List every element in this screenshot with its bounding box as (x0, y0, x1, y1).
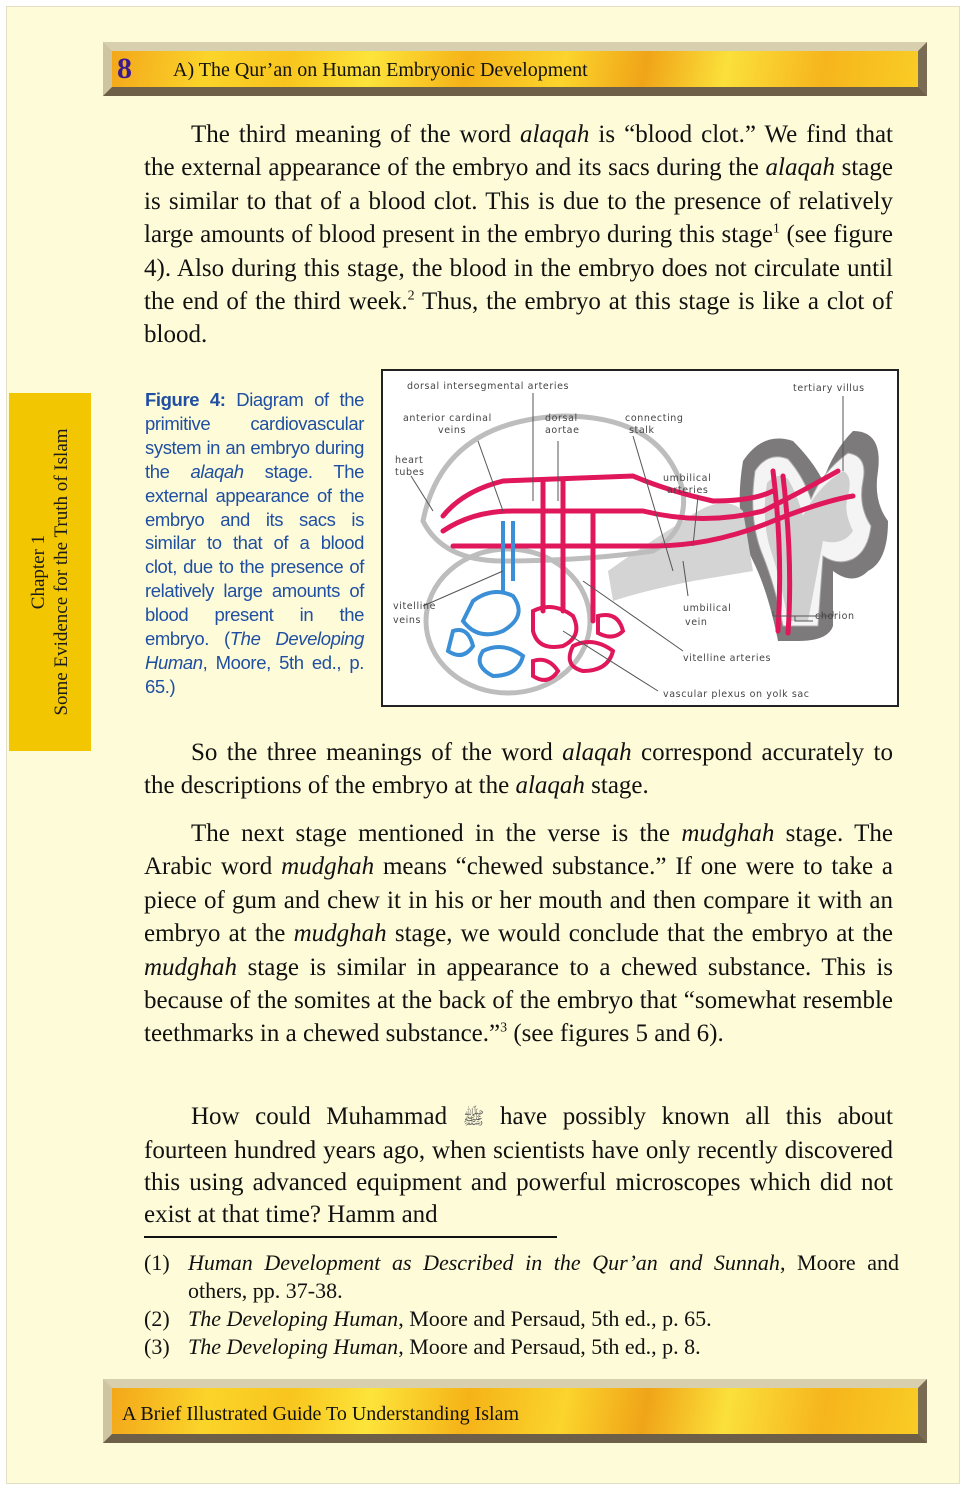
footnote-ref-1[interactable]: 1 (772, 221, 780, 237)
book-page (6, 6, 960, 1484)
chapter-label (27, 428, 73, 715)
label-dorsal-intersegmental-arteries: dorsal intersegmental arteries (407, 381, 570, 392)
footer-bar (103, 1379, 927, 1443)
label-vitelline-veins: veins (393, 615, 422, 626)
footnote-ref-3[interactable]: 3 (500, 1021, 508, 1037)
footnote-2: (2) The Developing Human, Moore and Persaud, 5th ed., p. 65. (144, 1306, 712, 1331)
cardiovascular-diagram (381, 369, 899, 707)
footnote-3: (3) The Developing Human, Moore and Persaud, 5th ed., p. 8. (144, 1334, 701, 1359)
book-title: A Brief Illustrated Guide To Understanding Islam (122, 1403, 520, 1425)
paragraph-blood-clot: The third meaning of the word alaqah is “blood clot.” We find that the external appearance of the embryo and its sacs during the alaqah stage is similar to that of a blood clot. This is due to the presence of relatively large amounts of blood present in the embryo during this stage$^1$ (see figure 4). Also during this stage, the blood in the embryo does not circulate until the end of the third week.$^2$ Thus, the embryo at this stage is like a clot of blood. (144, 121, 894, 349)
label-anterior-cardinal: anterior cardinal (403, 413, 492, 424)
label-vitelline-arteries: vitelline arteries (683, 653, 772, 664)
honorific-glyph: ﷺ (462, 1108, 485, 1129)
label-heart: heart (395, 455, 424, 466)
chapter-title: Some Evidence for the Truth of Islam (51, 428, 72, 716)
figure-caption: Figure 4: Diagram of the primitive cardiovascular system in an embryo during the alaqah stage. The external appearance of the embryo and its sacs is similar to that of a blood clot, due to the presence of relatively large amounts of blood present in the embryo. (The Developing Human, Moore, 5th ed., p. 65.) (145, 389, 365, 697)
amnion-outline (423, 416, 684, 561)
label-aortae: aortae (545, 425, 580, 436)
chapter-side-tab (9, 393, 91, 751)
section-title: A) The Qur’an on Human Embryonic Development (173, 59, 588, 81)
footnote-1: (1) Human Development as Described in the Qur’an and Sunnah, Moore and others, pp. 37-38. (144, 1250, 899, 1303)
label-anterior-cardinal-veins: veins (438, 425, 467, 436)
paragraph-how-could: How could Muhammad ﷺ have possibly known all this about fourteen hundred years ago, when scientists have only recently discovered this using advanced equipment and powerful microscopes which did not exist at that time? Hamm and (144, 1103, 893, 1228)
label-chorion: chorion (815, 611, 855, 622)
label-umbilical: umbilical (663, 473, 712, 484)
paragraph-mudghah: The next stage mentioned in the verse is the mudghah stage. The Arabic word mudghah means “chewed substance.” If one were to take a piece of gum and chew it in his or her mouth and then compare it with an embryo at the mudghah stage, we would conclude that the embryo at the mudghah stage is similar in appearance to a chewed substance. This is because of the somites at the back of the embryo that “somewhat resemble teethmarks in a chewed substance.”$^3$ (see figures 5 and 6). (144, 820, 894, 1048)
figure-label: Figure 4: (145, 389, 226, 410)
label-tubes: tubes (395, 467, 425, 478)
label-connecting: connecting (625, 413, 684, 424)
label-vascular-plexus: vascular plexus on yolk sac (663, 689, 810, 700)
label-stalk: stalk (629, 425, 655, 436)
paragraph-three-meanings: So the three meanings of the word alaqah correspond accurately to the descriptions of the embryo at the alaqah stage. (144, 739, 893, 800)
label-dorsal: dorsal (545, 413, 578, 424)
label-umbilical-arteries: arteries (667, 485, 709, 496)
label-umbilical-vein: vein (685, 617, 708, 628)
vitelline-arteries-net (533, 607, 623, 680)
diagram-drawing (383, 371, 897, 705)
label-vitelline: vitelline (393, 601, 437, 612)
footnotes (144, 1249, 899, 1361)
page-number: 8 (117, 52, 132, 85)
footnote-divider (144, 1236, 557, 1238)
chapter-number: Chapter 1 (28, 534, 49, 610)
header-bar (103, 42, 927, 96)
label-umbilical-2: umbilical (683, 603, 732, 614)
label-tertiary-villus: tertiary villus (793, 383, 865, 394)
footnote-ref-2[interactable]: 2 (407, 288, 415, 304)
